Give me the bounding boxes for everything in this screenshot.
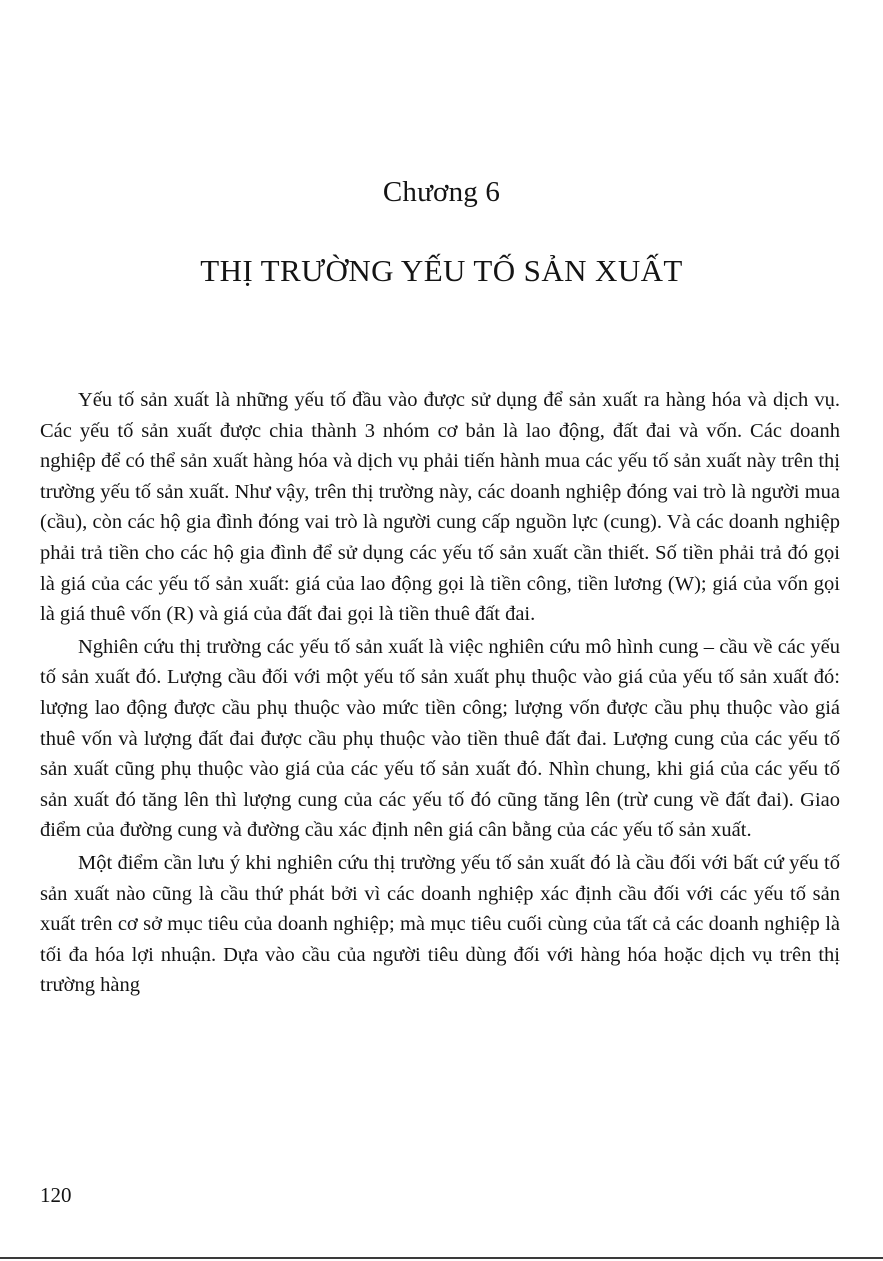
paragraph-3: Một điểm cần lưu ý khi nghiên cứu thị trường yếu tố sản xuất đó là cầu đối với bất cứ yếu tố sản xuất nào cũng là cầu thứ phát bởi vì các doanh nghiệp xác định cầu đối với các yếu tố sản xuất trên cơ sở mục tiêu của doanh nghiệp; mà mục tiêu cuối cùng của tất cả các doanh nghiệp là tối đa hóa lợi nhuận. Dựa vào cầu của người tiêu dùng đối với hàng hóa hoặc dịch vụ trên thị trường hàng [40,851,840,997]
body-text [40,385,840,1003]
chapter-label: Chương 6 [382,176,501,208]
paragraph-2: Nghiên cứu thị trường các yếu tố sản xuất là việc nghiên cứu mô hình cung – cầu về các yếu tố sản xuất đó. Lượng cầu đối với một yếu tố sản xuất phụ thuộc vào giá của yếu tố sản xuất đó: lượng lao động được cầu phụ thuộc vào mức tiền công; lượng vốn được cầu phụ thuộc vào giá thuê vốn và lượng đất đai được cầu phụ thuộc vào tiền thuê đất đai. Lượng cung của các yếu tố sản xuất cũng phụ thuộc vào giá của các yếu tố sản xuất đó. Nhìn chung, khi giá của các yếu tố sản xuất đó tăng lên thì lượng cung của các yếu tố đó cũng tăng lên (trừ cung về đất đai). Giao điểm của đường cung và đường cầu xác định nên giá cân bằng của các yếu tố sản xuất. [40,635,840,842]
paragraph-1: Yếu tố sản xuất là những yếu tố đầu vào được sử dụng để sản xuất ra hàng hóa và dịch vụ. Các yếu tố sản xuất được chia thành 3 nhóm cơ bản là lao động, đất đai và vốn. Các doanh nghiệp để có thể sản xuất hàng hóa và dịch vụ phải tiến hành mua các yếu tố sản xuất này trên thị trường yếu tố sản xuất. Như vậy, trên thị trường này, các doanh nghiệp đóng vai trò là người mua (cầu), còn các hộ gia đình đóng vai trò là người cung cấp nguồn lực (cung). Và các doanh nghiệp phải trả tiền cho các hộ gia đình để sử dụng các yếu tố sản xuất cần thiết. Số tiền phải trả đó gọi là giá của các yếu tố sản xuất: giá của lao động gọi là tiền công, tiền lương (W); giá của vốn gọi là giá thuê vốn (R) và giá của đất đai gọi là tiền thuê đất đai. [40,389,840,626]
chapter-title: THỊ TRƯỜNG YẾU TỐ SẢN XUẤT [200,253,683,288]
page-number: 120 [40,1183,72,1207]
bottom-rule [0,1257,883,1259]
